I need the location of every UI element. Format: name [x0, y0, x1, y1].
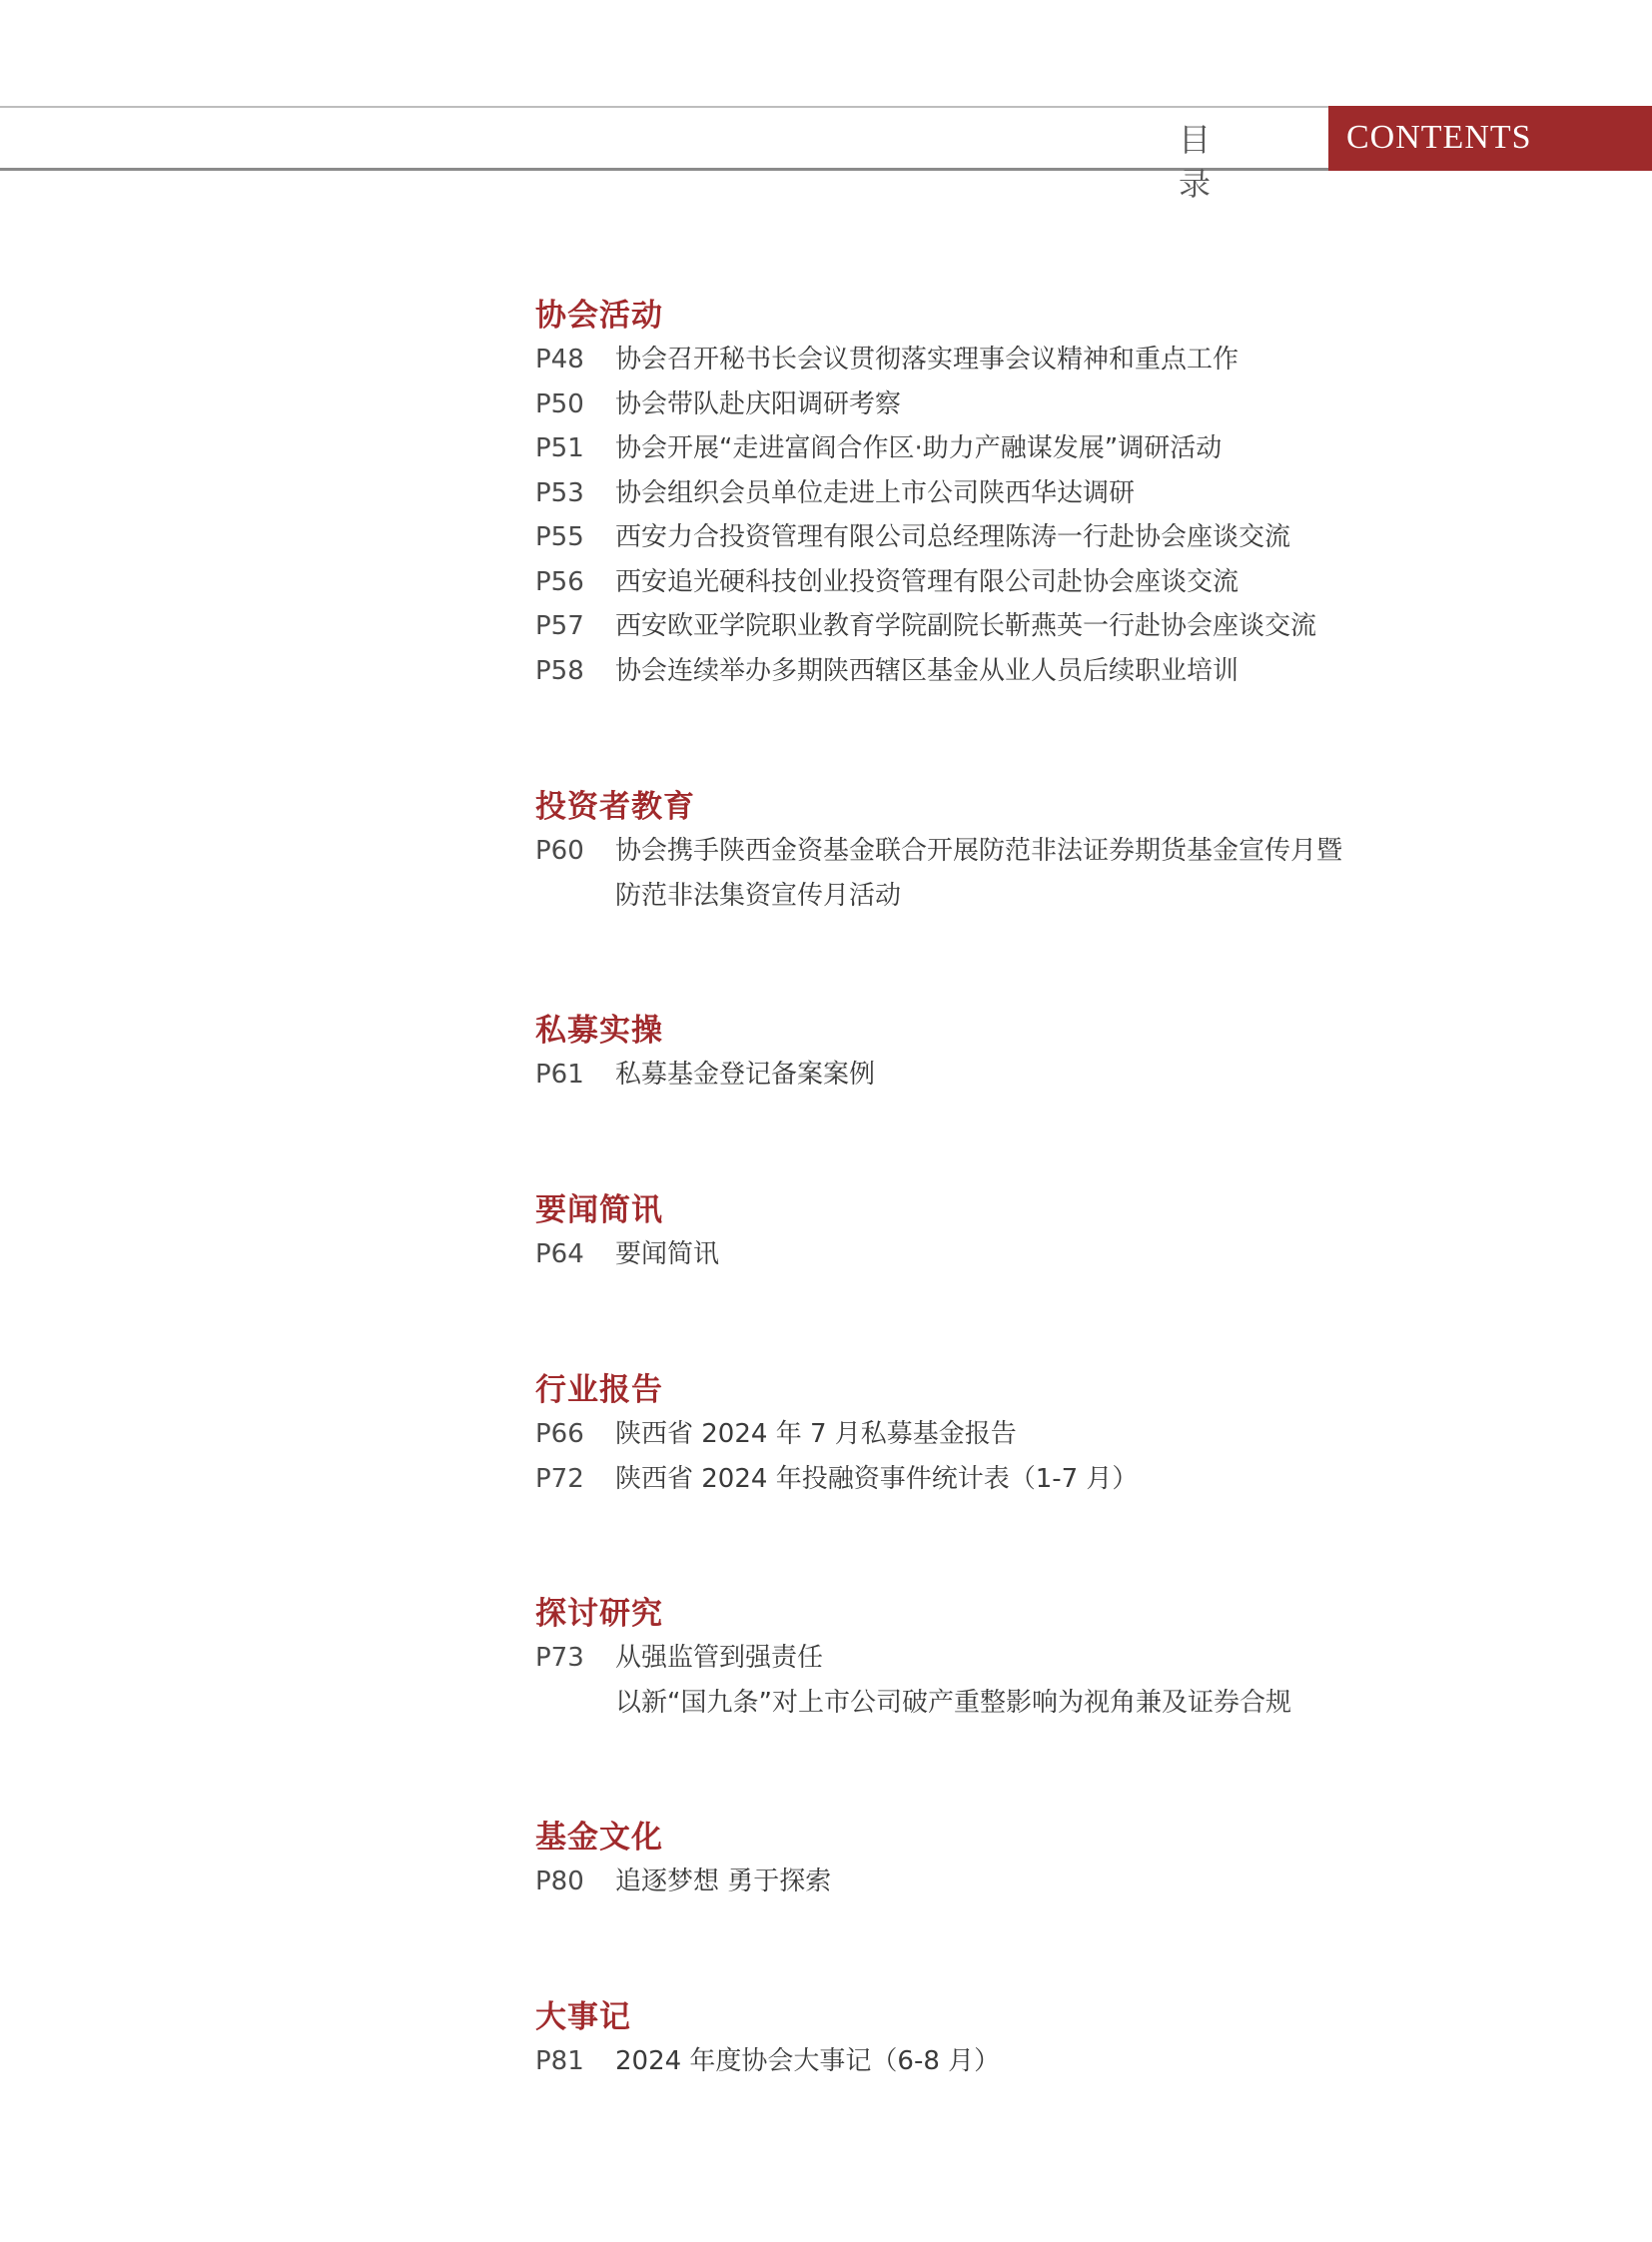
section-news-briefs: [535, 1190, 1534, 1277]
section-fund-culture: [535, 1818, 1534, 1904]
page-number: P61: [535, 1060, 584, 1090]
entry-title: 陕西省 2024 年 7 月私募基金报告: [615, 1419, 1017, 1449]
page-number: P50: [535, 388, 584, 419]
section-major-events: [535, 1997, 1534, 2084]
section-title: 要闻简讯: [535, 1192, 663, 1228]
entry-title: 陕西省 2024 年投融资事件统计表（1-7 月）: [615, 1463, 1139, 1494]
entry-subtitle: 以新“国九条”对上市公司破产重整影响为视角兼及证券合规: [615, 1687, 1291, 1718]
toc-entry[interactable]: [535, 649, 1534, 694]
page-number: P51: [535, 433, 584, 463]
section-title: 大事记: [535, 1999, 631, 2035]
entry-title: 西安欧亚学院职业教育学院副院长靳燕英一行赴协会座谈交流: [615, 611, 1317, 641]
page-number: P48: [535, 345, 584, 374]
section-title: 行业报告: [535, 1372, 663, 1408]
toc-entry[interactable]: [535, 382, 1534, 427]
page-number: P73: [535, 1643, 584, 1673]
section-investor-education: [535, 787, 1534, 918]
page-number: P58: [535, 655, 584, 686]
toc-entry[interactable]: [535, 829, 1534, 874]
toc-entry[interactable]: [535, 1636, 1534, 1681]
entry-title: 协会组织会员单位走进上市公司陕西华达调研: [615, 477, 1136, 508]
header-bottom-rule: [0, 168, 1328, 171]
section-private-equity-practice: [535, 1011, 1534, 1098]
entry-title: 要闻简讯: [615, 1239, 720, 1269]
page-number: P81: [535, 2046, 584, 2076]
section-title: 基金文化: [535, 1820, 663, 1856]
toc-entry[interactable]: [535, 338, 1534, 382]
page-number: P66: [535, 1419, 584, 1449]
page-number: P80: [535, 1867, 584, 1896]
toc-entry[interactable]: [535, 560, 1534, 605]
entry-title: 私募基金登记备案案例: [615, 1060, 876, 1090]
page-number: P53: [535, 477, 584, 508]
section-title: 投资者教育: [535, 789, 695, 825]
toc-entry[interactable]: [535, 1860, 1534, 1904]
toc-entry[interactable]: [535, 1232, 1534, 1277]
page-number: P57: [535, 611, 584, 641]
toc-entry[interactable]: [535, 1412, 1534, 1457]
toc-entry[interactable]: [535, 471, 1534, 516]
entry-title: 西安追光硬科技创业投资管理有限公司赴协会座谈交流: [615, 566, 1239, 597]
toc-entry[interactable]: [535, 1053, 1534, 1098]
entry-title: 协会带队赴庆阳调研考察: [615, 388, 902, 419]
page-number: P72: [535, 1463, 584, 1494]
entry-title: 西安力合投资管理有限公司总经理陈涛一行赴协会座谈交流: [615, 522, 1291, 552]
page-number: P60: [535, 836, 584, 866]
section-association-activities: [535, 296, 1534, 693]
section-title: 协会活动: [535, 298, 663, 334]
entry-title: 2024 年度协会大事记（6-8 月）: [615, 2046, 1001, 2076]
toc-label: 目 录: [1179, 121, 1239, 203]
entry-title: 追逐梦想 勇于探索: [615, 1867, 832, 1896]
toc-entry[interactable]: [535, 604, 1534, 649]
page-number: P55: [535, 522, 584, 552]
entry-title: 协会召开秘书长会议贯彻落实理事会议精神和重点工作: [615, 345, 1239, 374]
section-research-discussion: [535, 1594, 1534, 1725]
header-top-rule: [0, 106, 1328, 108]
toc-entry[interactable]: [535, 1457, 1534, 1502]
page-number: P56: [535, 566, 584, 597]
toc-entry[interactable]: [535, 515, 1534, 560]
contents-banner: [1328, 106, 1652, 171]
entry-title: 协会连续举办多期陕西辖区基金从业人员后续职业培训: [615, 655, 1239, 686]
toc-entry[interactable]: [535, 426, 1534, 471]
entry-title: 协会携手陕西金资基金联合开展防范非法证券期货基金宣传月暨: [615, 836, 1343, 866]
toc-entry[interactable]: [535, 2039, 1534, 2084]
page-number: P64: [535, 1239, 584, 1269]
section-title: 私募实操: [535, 1013, 663, 1049]
section-title: 探讨研究: [535, 1596, 663, 1632]
section-industry-reports: [535, 1370, 1534, 1501]
contents-label: CONTENTS: [1346, 119, 1532, 156]
entry-title: 协会开展“走进富阎合作区·助力产融谋发展”调研活动: [615, 433, 1223, 463]
entry-subtitle: 防范非法集资宣传月活动: [615, 880, 902, 911]
entry-title: 从强监管到强责任: [615, 1643, 824, 1673]
